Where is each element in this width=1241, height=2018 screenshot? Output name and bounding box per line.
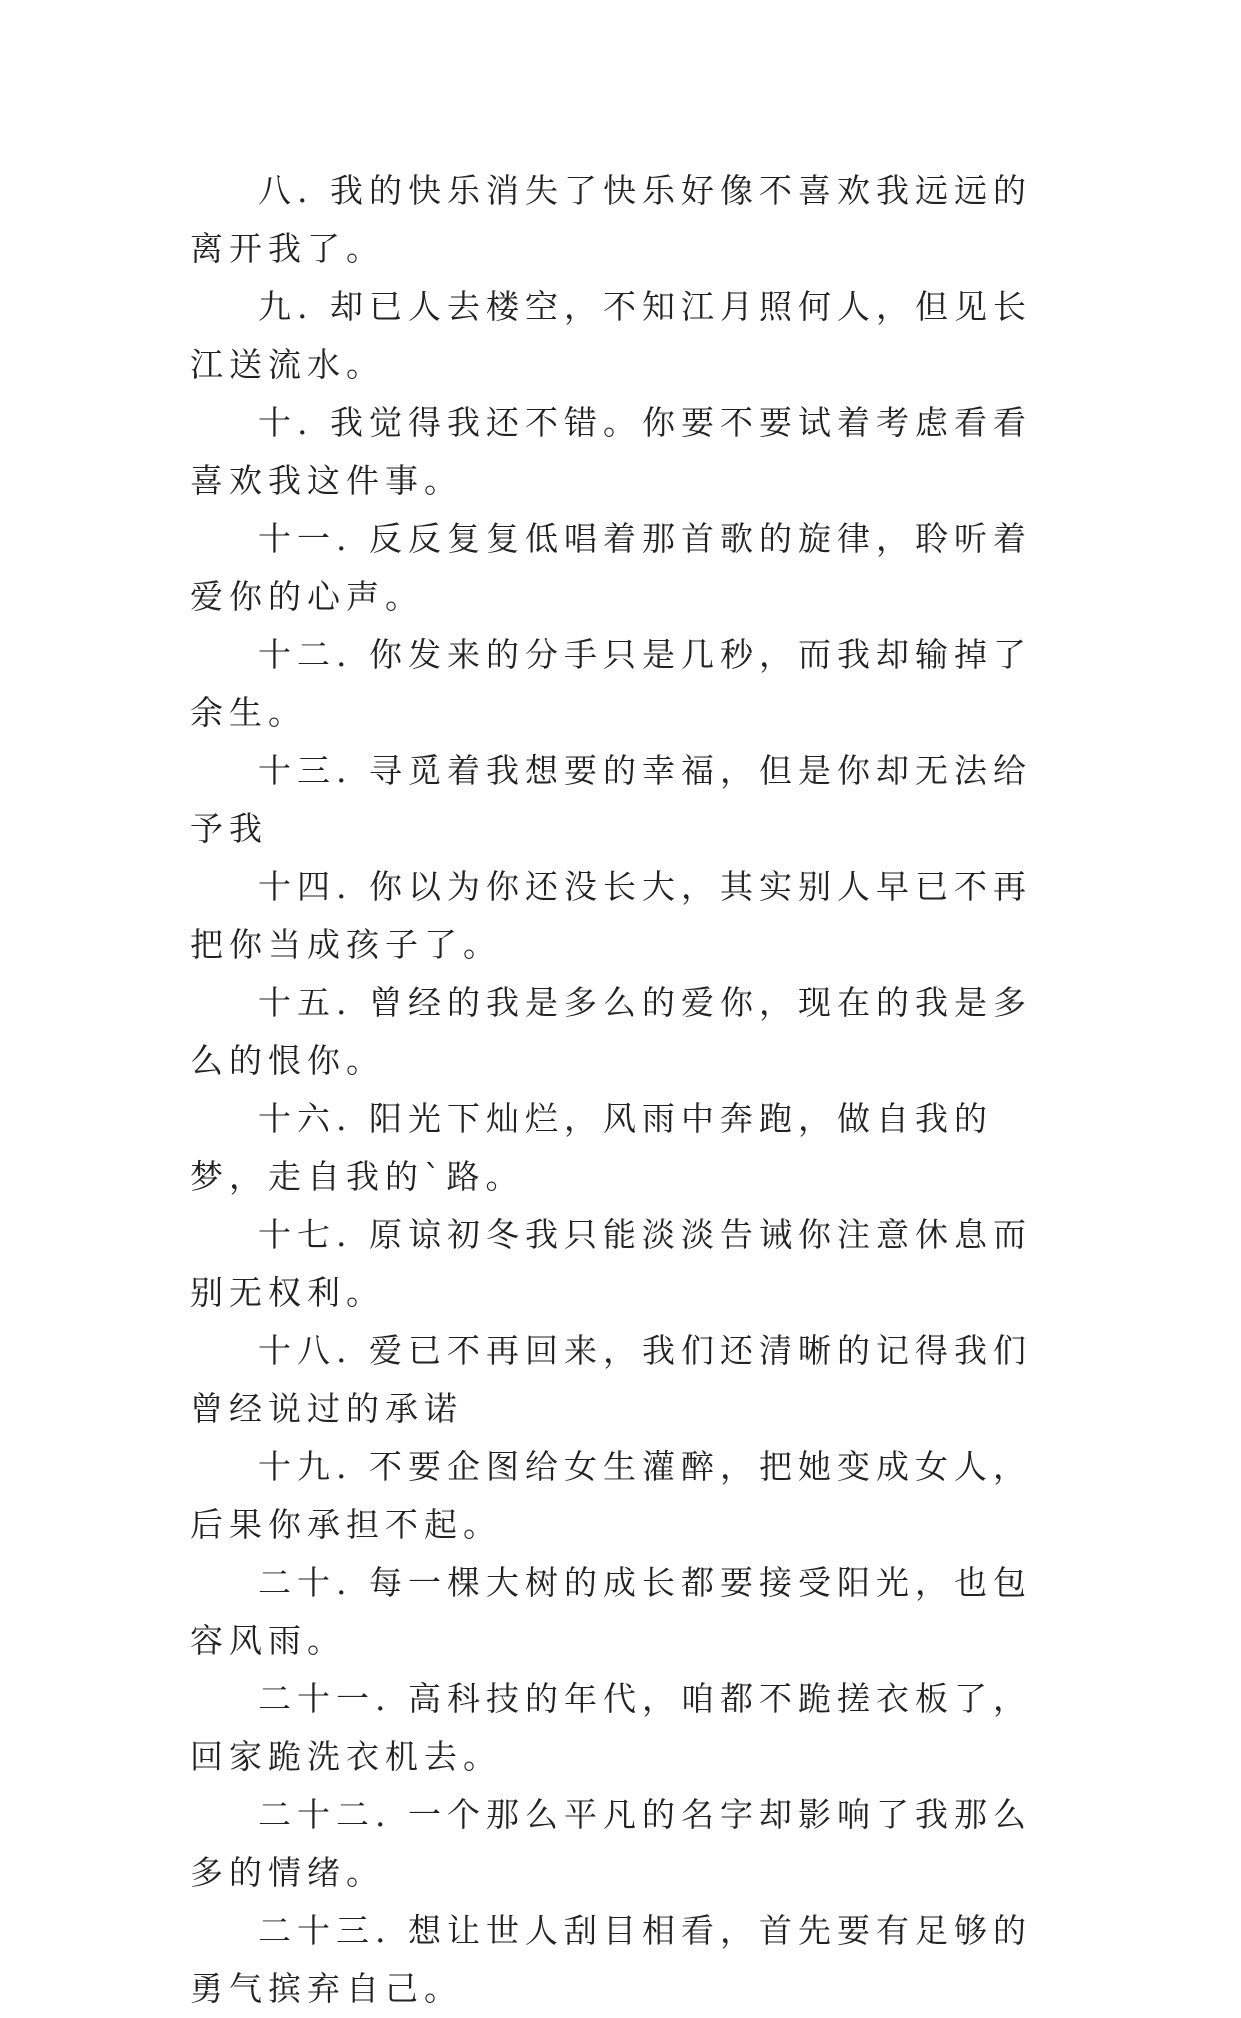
document-body — [190, 162, 1070, 2018]
paragraph-23: 二十三. 想让世人刮目相看，首先要有足够的勇气摈弃自己。 — [190, 1911, 1032, 2008]
paragraph-8: 八. 我的快乐消失了快乐好像不喜欢我远远的离开我了。 — [190, 171, 1032, 268]
paragraph-13: 十三. 寻觅着我想要的幸福，但是你却无法给予我 — [190, 751, 1032, 848]
paragraph-15: 十五. 曾经的我是多么的爱你，现在的我是多么的恨你。 — [190, 983, 1032, 1080]
paragraph-14: 十四. 你以为你还没长大，其实别人早已不再把你当成孩子了。 — [190, 867, 1032, 964]
paragraph-18: 十八. 爱已不再回来，我们还清晰的记得我们曾经说过的承诺 — [190, 1331, 1032, 1428]
paragraph-22: 二十二. 一个那么平凡的名字却影响了我那么多的情绪。 — [190, 1795, 1032, 1892]
paragraph-16: 十六. 阳光下灿烂，风雨中奔跑，做自我的梦，走自我的`路。 — [190, 1099, 993, 1196]
paragraph-12: 十二. 你发来的分手只是几秒，而我却输掉了余生。 — [190, 635, 1032, 732]
paragraph-20: 二十. 每一棵大树的成长都要接受阳光，也包容风雨。 — [190, 1563, 1032, 1660]
paragraph-9: 九. 却已人去楼空，不知江月照何人，但见长江送流水。 — [190, 287, 1032, 384]
paragraph-10: 十. 我觉得我还不错。你要不要试着考虑看看喜欢我这件事。 — [190, 403, 1032, 500]
paragraph-19: 十九. 不要企图给女生灌醉，把她变成女人，后果你承担不起。 — [190, 1447, 1032, 1544]
paragraph-21: 二十一. 高科技的年代，咱都不跪搓衣板了，回家跪洗衣机去。 — [190, 1679, 1032, 1776]
paragraph-17: 十七. 原谅初冬我只能淡淡告诫你注意休息而别无权利。 — [190, 1215, 1032, 1312]
paragraph-11: 十一. 反反复复低唱着那首歌的旋律，聆听着爱你的心声。 — [190, 519, 1032, 616]
